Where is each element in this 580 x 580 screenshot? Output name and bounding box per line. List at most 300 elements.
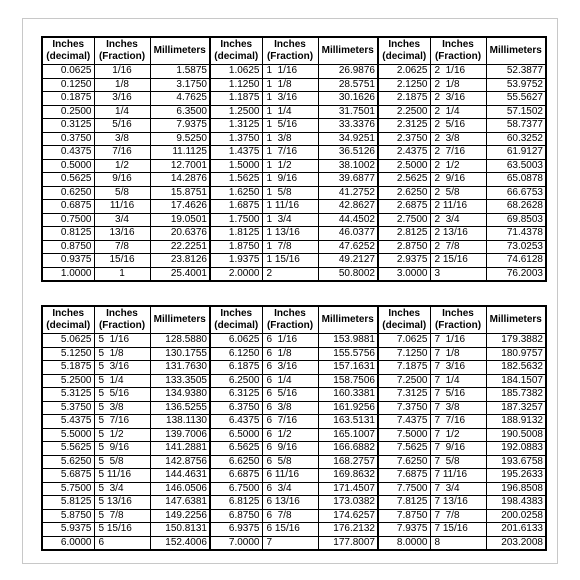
cell-inches-fraction: 7 1/2 — [430, 428, 486, 442]
cell-inches-decimal: 2.0625 — [378, 65, 430, 79]
table-row — [42, 146, 546, 160]
header-inches-decimal: Inches (decimal) — [210, 306, 262, 334]
cell-millimeters: 73.0253 — [486, 240, 546, 254]
table-body — [42, 65, 546, 282]
cell-millimeters: 38.1002 — [318, 159, 378, 173]
cell-millimeters: 33.3376 — [318, 119, 378, 133]
cell-inches-fraction: 7 5/8 — [430, 455, 486, 469]
cell-inches-fraction: 3/4 — [94, 213, 150, 227]
cell-inches-fraction: 5 1/4 — [94, 374, 150, 388]
cell-inches-decimal: 6.1250 — [210, 347, 262, 361]
cell-inches-decimal: 7.1875 — [378, 361, 430, 375]
cell-millimeters: 173.0382 — [318, 496, 378, 510]
cell-millimeters: 174.6257 — [318, 509, 378, 523]
cell-inches-decimal: 7.0000 — [210, 536, 262, 550]
cell-inches-decimal: 7.3125 — [378, 388, 430, 402]
table-row — [42, 132, 546, 146]
cell-inches-decimal: 7.2500 — [378, 374, 430, 388]
cell-millimeters: 165.1007 — [318, 428, 378, 442]
cell-inches-fraction: 6 1/8 — [262, 347, 318, 361]
cell-inches-fraction: 5 15/16 — [94, 523, 150, 537]
cell-inches-decimal: 6.8125 — [210, 496, 262, 510]
header-millimeters: Millimeters — [318, 306, 378, 334]
cell-inches-fraction: 2 3/16 — [430, 92, 486, 106]
table-header — [42, 306, 546, 334]
cell-millimeters: 163.5131 — [318, 415, 378, 429]
cell-inches-decimal: 5.0625 — [42, 334, 94, 348]
cell-inches-fraction: 1 7/8 — [262, 240, 318, 254]
cell-millimeters: 179.3882 — [486, 334, 546, 348]
cell-inches-decimal: 1.1875 — [210, 92, 262, 106]
cell-inches-fraction: 1/16 — [94, 65, 150, 79]
cell-inches-decimal: 6.2500 — [210, 374, 262, 388]
cell-millimeters: 158.7506 — [318, 374, 378, 388]
cell-inches-decimal: 2.1250 — [378, 78, 430, 92]
cell-inches-fraction: 15/16 — [94, 254, 150, 268]
conversion-table-1 — [41, 36, 547, 282]
table-row — [42, 523, 546, 537]
cell-inches-decimal: 0.3125 — [42, 119, 94, 133]
cell-millimeters: 57.1502 — [486, 105, 546, 119]
cell-inches-decimal: 8.0000 — [378, 536, 430, 550]
cell-inches-decimal: 5.6875 — [42, 469, 94, 483]
cell-inches-decimal: 1.3750 — [210, 132, 262, 146]
cell-inches-fraction: 7 11/16 — [430, 469, 486, 483]
cell-millimeters: 52.3877 — [486, 65, 546, 79]
cell-inches-fraction: 5 9/16 — [94, 442, 150, 456]
cell-inches-fraction: 5 13/16 — [94, 496, 150, 510]
cell-inches-decimal: 5.4375 — [42, 415, 94, 429]
cell-millimeters: 47.6252 — [318, 240, 378, 254]
cell-millimeters: 187.3257 — [486, 401, 546, 415]
cell-inches-fraction: 7 15/16 — [430, 523, 486, 537]
cell-inches-decimal: 7.6875 — [378, 469, 430, 483]
cell-inches-fraction: 2 13/16 — [430, 227, 486, 241]
cell-inches-decimal: 6.3750 — [210, 401, 262, 415]
cell-inches-decimal: 5.5625 — [42, 442, 94, 456]
cell-inches-fraction: 5 5/8 — [94, 455, 150, 469]
header-inches-decimal: Inches (decimal) — [378, 37, 430, 65]
cell-inches-fraction: 6 3/8 — [262, 401, 318, 415]
cell-inches-decimal: 5.1875 — [42, 361, 94, 375]
cell-millimeters: 14.2876 — [150, 173, 210, 187]
cell-inches-decimal: 2.8750 — [378, 240, 430, 254]
cell-inches-decimal: 6.6875 — [210, 469, 262, 483]
table-row — [42, 536, 546, 550]
cell-millimeters: 22.2251 — [150, 240, 210, 254]
cell-millimeters: 141.2881 — [150, 442, 210, 456]
cell-inches-decimal: 0.5000 — [42, 159, 94, 173]
cell-inches-fraction: 7 5/16 — [430, 388, 486, 402]
cell-inches-decimal: 1.3125 — [210, 119, 262, 133]
cell-inches-decimal: 2.4375 — [378, 146, 430, 160]
cell-inches-decimal: 0.3750 — [42, 132, 94, 146]
cell-millimeters: 147.6381 — [150, 496, 210, 510]
cell-millimeters: 171.4507 — [318, 482, 378, 496]
cell-inches-decimal: 6.0000 — [42, 536, 94, 550]
cell-millimeters: 12.7001 — [150, 159, 210, 173]
cell-inches-fraction: 6 1/4 — [262, 374, 318, 388]
table-row — [42, 496, 546, 510]
cell-inches-fraction: 6 7/8 — [262, 509, 318, 523]
table-row — [42, 361, 546, 375]
header-inches-fraction: Inches (Fraction) — [94, 306, 150, 334]
cell-millimeters: 146.0506 — [150, 482, 210, 496]
cell-inches-fraction: 1/2 — [94, 159, 150, 173]
cell-inches-decimal: 7.6250 — [378, 455, 430, 469]
cell-millimeters: 152.4006 — [150, 536, 210, 550]
cell-millimeters: 63.5003 — [486, 159, 546, 173]
cell-inches-decimal: 2.9375 — [378, 254, 430, 268]
table-row — [42, 240, 546, 254]
cell-inches-fraction: 7 3/8 — [430, 401, 486, 415]
cell-inches-decimal: 5.5000 — [42, 428, 94, 442]
cell-millimeters: 131.7630 — [150, 361, 210, 375]
cell-inches-fraction: 9/16 — [94, 173, 150, 187]
cell-inches-decimal: 1.0000 — [42, 267, 94, 281]
table-row — [42, 482, 546, 496]
cell-millimeters: 60.3252 — [486, 132, 546, 146]
cell-inches-fraction: 2 9/16 — [430, 173, 486, 187]
cell-millimeters: 58.7377 — [486, 119, 546, 133]
cell-millimeters: 149.2256 — [150, 509, 210, 523]
header-millimeters: Millimeters — [486, 306, 546, 334]
cell-inches-decimal: 0.8125 — [42, 227, 94, 241]
cell-inches-decimal: 7.4375 — [378, 415, 430, 429]
cell-inches-decimal: 7.5000 — [378, 428, 430, 442]
cell-inches-fraction: 6 13/16 — [262, 496, 318, 510]
cell-millimeters: 136.5255 — [150, 401, 210, 415]
table-body — [42, 334, 546, 551]
cell-millimeters: 41.2752 — [318, 186, 378, 200]
cell-millimeters: 180.9757 — [486, 347, 546, 361]
cell-millimeters: 198.4383 — [486, 496, 546, 510]
cell-inches-fraction: 5/8 — [94, 186, 150, 200]
cell-inches-decimal: 2.6250 — [378, 186, 430, 200]
cell-inches-fraction: 1 7/16 — [262, 146, 318, 160]
cell-millimeters: 134.9380 — [150, 388, 210, 402]
cell-millimeters: 19.0501 — [150, 213, 210, 227]
cell-inches-decimal: 2.0000 — [210, 267, 262, 281]
cell-inches-decimal: 5.8750 — [42, 509, 94, 523]
header-inches-fraction: Inches (Fraction) — [262, 306, 318, 334]
table-row — [42, 455, 546, 469]
cell-inches-fraction: 2 5/16 — [430, 119, 486, 133]
cell-inches-fraction: 7 9/16 — [430, 442, 486, 456]
cell-millimeters: 50.8002 — [318, 267, 378, 281]
cell-inches-fraction: 1 13/16 — [262, 227, 318, 241]
conversion-table-2 — [41, 305, 547, 551]
cell-inches-decimal: 7.8750 — [378, 509, 430, 523]
cell-millimeters: 30.1626 — [318, 92, 378, 106]
cell-inches-fraction: 1 5/16 — [262, 119, 318, 133]
cell-inches-decimal: 0.5625 — [42, 173, 94, 187]
cell-inches-fraction: 2 7/8 — [430, 240, 486, 254]
table-row — [42, 92, 546, 106]
cell-millimeters: 53.9752 — [486, 78, 546, 92]
cell-inches-decimal: 2.7500 — [378, 213, 430, 227]
cell-millimeters: 166.6882 — [318, 442, 378, 456]
cell-inches-fraction: 5 3/4 — [94, 482, 150, 496]
cell-inches-decimal: 7.9375 — [378, 523, 430, 537]
cell-millimeters: 25.4001 — [150, 267, 210, 281]
cell-millimeters: 150.8131 — [150, 523, 210, 537]
cell-millimeters: 15.8751 — [150, 186, 210, 200]
table-row — [42, 186, 546, 200]
cell-inches-decimal: 7.8125 — [378, 496, 430, 510]
cell-inches-fraction: 1 9/16 — [262, 173, 318, 187]
cell-millimeters: 193.6758 — [486, 455, 546, 469]
cell-millimeters: 6.3500 — [150, 105, 210, 119]
cell-inches-fraction: 5 7/8 — [94, 509, 150, 523]
cell-inches-fraction: 2 7/16 — [430, 146, 486, 160]
cell-inches-fraction: 6 15/16 — [262, 523, 318, 537]
cell-inches-fraction: 2 1/4 — [430, 105, 486, 119]
cell-millimeters: 200.0258 — [486, 509, 546, 523]
cell-millimeters: 17.4626 — [150, 200, 210, 214]
cell-inches-fraction: 5 5/16 — [94, 388, 150, 402]
table-row — [42, 65, 546, 79]
cell-millimeters: 201.6133 — [486, 523, 546, 537]
cell-millimeters: 196.8508 — [486, 482, 546, 496]
table-row — [42, 509, 546, 523]
cell-millimeters: 4.7625 — [150, 92, 210, 106]
cell-millimeters: 76.2003 — [486, 267, 546, 281]
cell-inches-decimal: 7.0625 — [378, 334, 430, 348]
table-row — [42, 347, 546, 361]
header-millimeters: Millimeters — [150, 37, 210, 65]
cell-inches-decimal: 2.1875 — [378, 92, 430, 106]
header-inches-fraction: Inches (Fraction) — [94, 37, 150, 65]
table-row — [42, 428, 546, 442]
cell-inches-fraction: 5/16 — [94, 119, 150, 133]
cell-inches-decimal: 6.3125 — [210, 388, 262, 402]
cell-millimeters: 153.9881 — [318, 334, 378, 348]
table-row — [42, 334, 546, 348]
cell-millimeters: 49.2127 — [318, 254, 378, 268]
cell-inches-fraction: 7 1/4 — [430, 374, 486, 388]
cell-millimeters: 185.7382 — [486, 388, 546, 402]
cell-millimeters: 69.8503 — [486, 213, 546, 227]
cell-millimeters: 23.8126 — [150, 254, 210, 268]
cell-inches-fraction: 6 5/16 — [262, 388, 318, 402]
cell-millimeters: 61.9127 — [486, 146, 546, 160]
cell-millimeters: 192.0883 — [486, 442, 546, 456]
cell-inches-fraction: 1 1/16 — [262, 65, 318, 79]
cell-inches-fraction: 7/8 — [94, 240, 150, 254]
header-millimeters: Millimeters — [486, 37, 546, 65]
cell-inches-fraction: 5 11/16 — [94, 469, 150, 483]
cell-inches-decimal: 0.6250 — [42, 186, 94, 200]
table-row — [42, 200, 546, 214]
cell-inches-fraction: 6 1/2 — [262, 428, 318, 442]
cell-inches-decimal: 5.3750 — [42, 401, 94, 415]
cell-millimeters: 155.5756 — [318, 347, 378, 361]
cell-inches-decimal: 2.5000 — [378, 159, 430, 173]
cell-millimeters: 157.1631 — [318, 361, 378, 375]
cell-inches-fraction: 1 3/4 — [262, 213, 318, 227]
cell-inches-fraction: 7 — [262, 536, 318, 550]
cell-inches-fraction: 6 11/16 — [262, 469, 318, 483]
cell-inches-fraction: 2 1/16 — [430, 65, 486, 79]
cell-inches-fraction: 3 — [430, 267, 486, 281]
cell-inches-fraction: 6 9/16 — [262, 442, 318, 456]
cell-millimeters: 161.9256 — [318, 401, 378, 415]
cell-inches-fraction: 5 1/2 — [94, 428, 150, 442]
cell-inches-fraction: 2 3/4 — [430, 213, 486, 227]
cell-millimeters: 195.2633 — [486, 469, 546, 483]
cell-inches-decimal: 1.0625 — [210, 65, 262, 79]
cell-millimeters: 203.2008 — [486, 536, 546, 550]
cell-millimeters: 28.5751 — [318, 78, 378, 92]
table-row — [42, 159, 546, 173]
table-row — [42, 401, 546, 415]
cell-inches-decimal: 3.0000 — [378, 267, 430, 281]
cell-inches-decimal: 6.1875 — [210, 361, 262, 375]
cell-inches-fraction: 5 1/16 — [94, 334, 150, 348]
cell-inches-decimal: 6.5000 — [210, 428, 262, 442]
cell-millimeters: 66.6753 — [486, 186, 546, 200]
header-millimeters: Millimeters — [150, 306, 210, 334]
cell-inches-fraction: 5 7/16 — [94, 415, 150, 429]
cell-millimeters: 168.2757 — [318, 455, 378, 469]
cell-millimeters: 11.1125 — [150, 146, 210, 160]
cell-millimeters: 190.5008 — [486, 428, 546, 442]
cell-inches-decimal: 1.5000 — [210, 159, 262, 173]
cell-inches-fraction: 1 15/16 — [262, 254, 318, 268]
cell-inches-decimal: 7.7500 — [378, 482, 430, 496]
cell-inches-decimal: 5.6250 — [42, 455, 94, 469]
cell-millimeters: 139.7006 — [150, 428, 210, 442]
cell-inches-fraction: 6 1/16 — [262, 334, 318, 348]
cell-inches-decimal: 0.4375 — [42, 146, 94, 160]
cell-millimeters: 68.2628 — [486, 200, 546, 214]
cell-inches-decimal: 1.4375 — [210, 146, 262, 160]
cell-inches-fraction: 2 3/8 — [430, 132, 486, 146]
cell-inches-fraction: 5 1/8 — [94, 347, 150, 361]
cell-inches-decimal: 0.0625 — [42, 65, 94, 79]
cell-millimeters: 130.1755 — [150, 347, 210, 361]
cell-inches-fraction: 1 1/4 — [262, 105, 318, 119]
cell-inches-fraction: 7 13/16 — [430, 496, 486, 510]
cell-inches-decimal: 5.8125 — [42, 496, 94, 510]
cell-inches-decimal: 2.5625 — [378, 173, 430, 187]
cell-inches-fraction: 6 7/16 — [262, 415, 318, 429]
cell-millimeters: 31.7501 — [318, 105, 378, 119]
cell-inches-decimal: 1.5625 — [210, 173, 262, 187]
cell-inches-fraction: 7 7/16 — [430, 415, 486, 429]
cell-inches-fraction: 7 1/16 — [430, 334, 486, 348]
cell-inches-decimal: 1.6250 — [210, 186, 262, 200]
cell-inches-decimal: 0.7500 — [42, 213, 94, 227]
table-row — [42, 254, 546, 268]
cell-inches-fraction: 1 5/8 — [262, 186, 318, 200]
cell-inches-decimal: 5.2500 — [42, 374, 94, 388]
cell-inches-fraction: 1 — [94, 267, 150, 281]
cell-inches-fraction: 6 3/4 — [262, 482, 318, 496]
cell-inches-fraction: 5 3/8 — [94, 401, 150, 415]
cell-inches-fraction: 1 1/2 — [262, 159, 318, 173]
header-inches-fraction: Inches (Fraction) — [430, 306, 486, 334]
header-inches-fraction: Inches (Fraction) — [262, 37, 318, 65]
cell-inches-decimal: 1.7500 — [210, 213, 262, 227]
cell-inches-decimal: 1.1250 — [210, 78, 262, 92]
cell-millimeters: 169.8632 — [318, 469, 378, 483]
cell-millimeters: 138.1130 — [150, 415, 210, 429]
cell-inches-fraction: 1 1/8 — [262, 78, 318, 92]
cell-millimeters: 182.5632 — [486, 361, 546, 375]
cell-inches-decimal: 5.3125 — [42, 388, 94, 402]
table-row — [42, 173, 546, 187]
cell-inches-decimal: 1.6875 — [210, 200, 262, 214]
cell-inches-fraction: 5 3/16 — [94, 361, 150, 375]
cell-millimeters: 44.4502 — [318, 213, 378, 227]
cell-inches-fraction: 2 15/16 — [430, 254, 486, 268]
table-header — [42, 37, 546, 65]
cell-millimeters: 39.6877 — [318, 173, 378, 187]
cell-inches-fraction: 11/16 — [94, 200, 150, 214]
cell-inches-fraction: 1 3/8 — [262, 132, 318, 146]
cell-inches-decimal: 1.2500 — [210, 105, 262, 119]
table-row — [42, 267, 546, 281]
cell-millimeters: 42.8627 — [318, 200, 378, 214]
cell-inches-decimal: 6.9375 — [210, 523, 262, 537]
cell-inches-fraction: 2 11/16 — [430, 200, 486, 214]
cell-millimeters: 133.3505 — [150, 374, 210, 388]
cell-inches-decimal: 7.3750 — [378, 401, 430, 415]
cell-inches-fraction: 1 11/16 — [262, 200, 318, 214]
cell-millimeters: 128.5880 — [150, 334, 210, 348]
table-row — [42, 119, 546, 133]
cell-millimeters: 160.3381 — [318, 388, 378, 402]
cell-inches-decimal: 6.7500 — [210, 482, 262, 496]
cell-millimeters: 36.5126 — [318, 146, 378, 160]
cell-inches-fraction: 1 3/16 — [262, 92, 318, 106]
cell-inches-decimal: 6.6250 — [210, 455, 262, 469]
cell-inches-decimal: 0.2500 — [42, 105, 94, 119]
header-inches-fraction: Inches (Fraction) — [430, 37, 486, 65]
cell-inches-fraction: 1/4 — [94, 105, 150, 119]
cell-inches-decimal: 0.8750 — [42, 240, 94, 254]
table-row — [42, 415, 546, 429]
cell-inches-decimal: 5.7500 — [42, 482, 94, 496]
cell-inches-decimal: 6.8750 — [210, 509, 262, 523]
table-row — [42, 213, 546, 227]
cell-inches-decimal: 2.3750 — [378, 132, 430, 146]
cell-millimeters: 144.4631 — [150, 469, 210, 483]
cell-millimeters: 177.8007 — [318, 536, 378, 550]
cell-inches-fraction: 6 3/16 — [262, 361, 318, 375]
cell-millimeters: 65.0878 — [486, 173, 546, 187]
cell-inches-decimal: 0.6875 — [42, 200, 94, 214]
cell-inches-decimal: 1.9375 — [210, 254, 262, 268]
cell-inches-fraction: 7 3/4 — [430, 482, 486, 496]
cell-inches-fraction: 2 5/8 — [430, 186, 486, 200]
cell-millimeters: 74.6128 — [486, 254, 546, 268]
cell-inches-decimal: 1.8750 — [210, 240, 262, 254]
header-millimeters: Millimeters — [318, 37, 378, 65]
cell-inches-decimal: 5.1250 — [42, 347, 94, 361]
cell-millimeters: 184.1507 — [486, 374, 546, 388]
header-inches-decimal: Inches (decimal) — [210, 37, 262, 65]
cell-inches-decimal: 7.5625 — [378, 442, 430, 456]
cell-inches-fraction: 3/8 — [94, 132, 150, 146]
cell-millimeters: 1.5875 — [150, 65, 210, 79]
cell-inches-decimal: 2.2500 — [378, 105, 430, 119]
cell-millimeters: 176.2132 — [318, 523, 378, 537]
cell-inches-fraction: 1/8 — [94, 78, 150, 92]
cell-millimeters: 34.9251 — [318, 132, 378, 146]
